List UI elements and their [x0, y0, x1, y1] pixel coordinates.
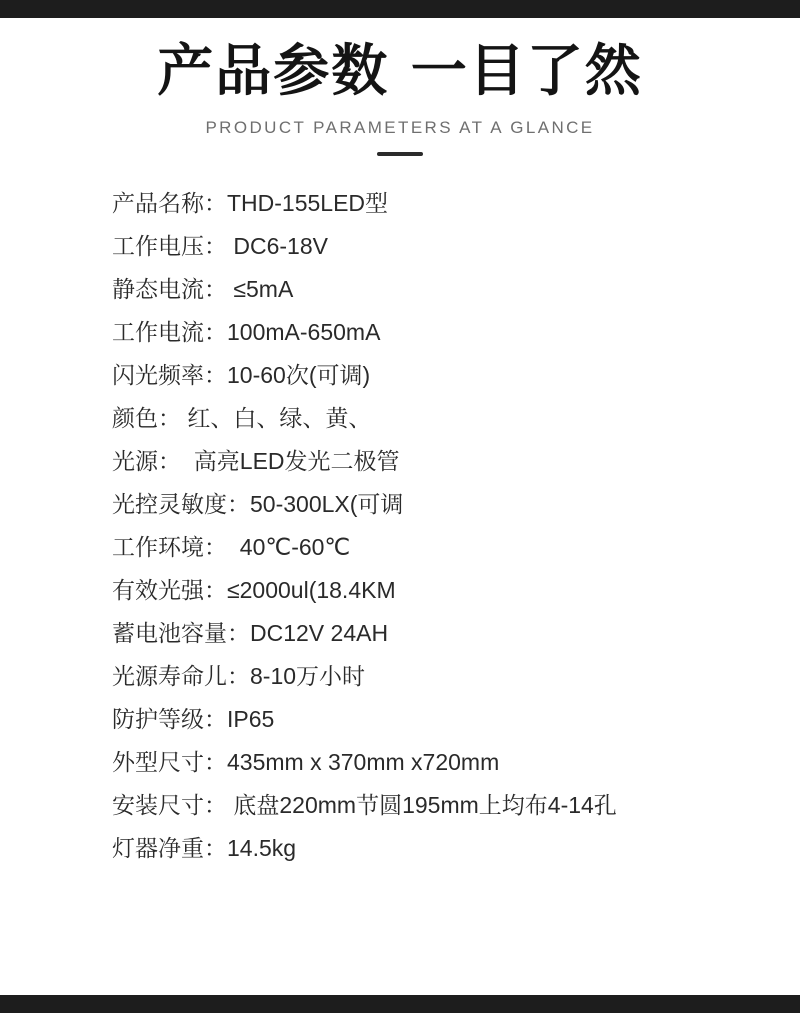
spec-value: 10-60次(可调): [227, 362, 371, 389]
spec-label: 工作环境：: [112, 534, 227, 561]
list-item: [112, 655, 740, 698]
spec-label: 光源：: [112, 448, 181, 475]
spec-label: 防护等级：: [112, 706, 227, 733]
spec-label: 静态电流：: [112, 276, 227, 303]
list-item: [112, 182, 740, 225]
spec-label: 光源寿命儿：: [112, 663, 250, 690]
list-item: [112, 612, 740, 655]
spec-value: ≤5mA: [227, 276, 294, 303]
list-item: [112, 225, 740, 268]
spec-label: 产品名称：: [112, 190, 227, 217]
spec-value: 8-10万小时: [250, 663, 366, 690]
spec-label: 蓄电池容量：: [112, 620, 250, 647]
spec-list: [40, 182, 760, 870]
list-item: [112, 440, 740, 483]
spec-label: 外型尺寸：: [112, 749, 227, 776]
list-item: [112, 268, 740, 311]
list-item: [112, 397, 740, 440]
list-item: [112, 569, 740, 612]
spec-value: 50-300LX(可调: [250, 491, 404, 518]
list-item: [112, 526, 740, 569]
page-header: [40, 18, 760, 156]
top-black-bar: [0, 0, 800, 18]
spec-value: ≤2000ul(18.4KM: [227, 577, 396, 604]
spec-label: 光控灵敏度：: [112, 491, 250, 518]
spec-label: 工作电流：: [112, 319, 227, 346]
list-item: [112, 784, 740, 827]
spec-value: 435mm x 370mm x720mm: [227, 749, 500, 776]
spec-label: 颜色：: [112, 405, 181, 432]
spec-label: 安装尺寸：: [112, 792, 227, 819]
list-item: [112, 354, 740, 397]
spec-value: THD-155LED型: [227, 190, 389, 217]
spec-value: DC12V 24AH: [250, 620, 389, 647]
bottom-black-bar: [0, 995, 800, 1013]
spec-value: 14.5kg: [227, 835, 297, 862]
list-item: [112, 311, 740, 354]
title-divider: [377, 152, 423, 156]
spec-value: 100mA-650mA: [227, 319, 381, 346]
list-item: [112, 741, 740, 784]
spec-label: 灯器净重：: [112, 835, 227, 862]
spec-label: 闪光频率：: [112, 362, 227, 389]
spec-value: 红、白、绿、黄、: [181, 405, 372, 432]
spec-label: 工作电压：: [112, 233, 227, 260]
page-title: 产品参数 一目了然: [157, 39, 643, 104]
list-item: [112, 827, 740, 870]
list-item: [112, 698, 740, 741]
spec-value: DC6-18V: [227, 233, 328, 260]
list-item: [112, 483, 740, 526]
spec-label: 有效光强：: [112, 577, 227, 604]
spec-value: 40℃-60℃: [227, 534, 351, 561]
spec-value: 底盘220mm节圆195mm上均布4-14孔: [227, 792, 617, 819]
parameters-page: [0, 18, 800, 870]
page-subtitle: PRODUCT PARAMETERS AT A GLANCE: [205, 118, 595, 138]
spec-value: 高亮LED发光二极管: [181, 448, 400, 475]
spec-value: IP65: [227, 706, 275, 733]
